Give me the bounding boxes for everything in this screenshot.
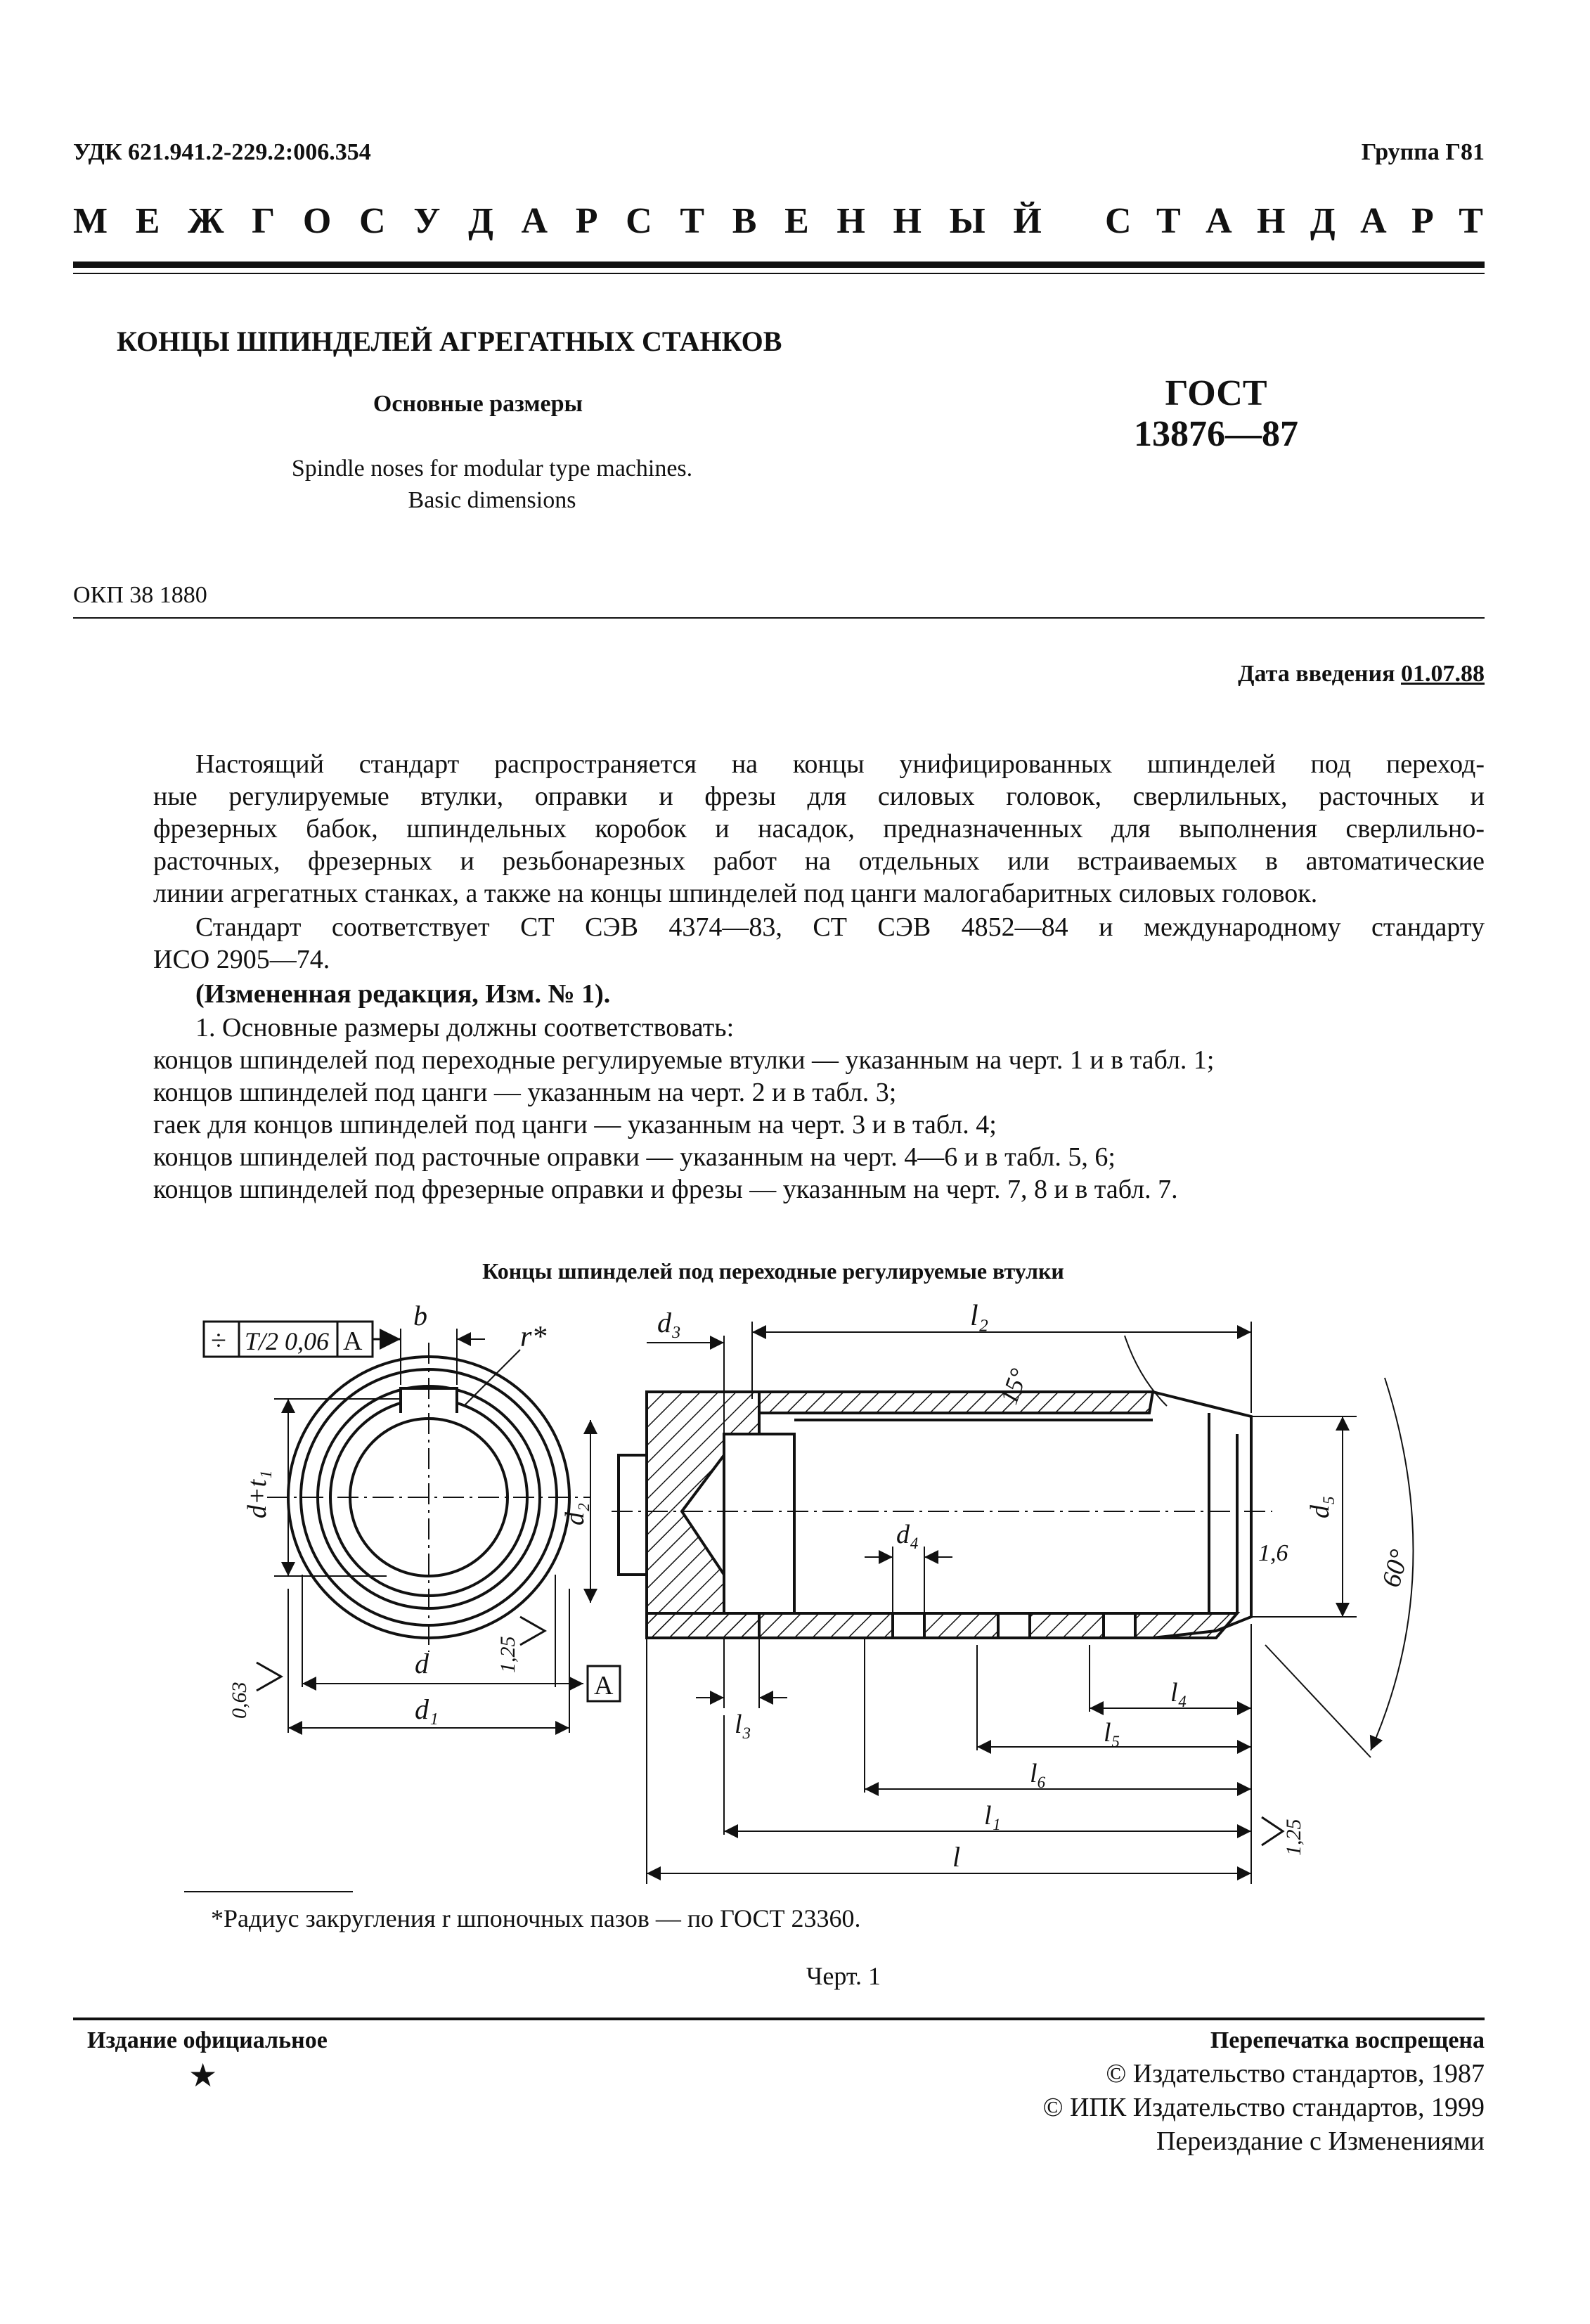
introduction-date xyxy=(1238,661,1485,687)
list-item: концов шпинделей под расточные оправки — указанным на черт. 4—6 и в табл. 5, 6; xyxy=(153,1142,1116,1172)
end-view xyxy=(267,1343,590,1652)
section-view xyxy=(612,1392,1272,1638)
label-d5: d₅ xyxy=(1305,1495,1335,1518)
p1-line-1: Настоящий стандарт распространяется на концы унифицированных шпинделей под переход- xyxy=(195,749,1485,779)
banner-letter: С xyxy=(1105,201,1133,241)
banner-letter: Н xyxy=(1257,201,1287,241)
dim-l4 xyxy=(1090,1624,1251,1884)
banner-letter: Е xyxy=(135,201,162,241)
list-item: концов шпинделей под переходные регулируемые втулки — указанным на черт. 1 и в табл. 1; xyxy=(153,1045,1215,1075)
amendment-note: (Измененная редакция, Изм. № 1). xyxy=(195,979,611,1009)
banner-letter: Т xyxy=(1459,201,1485,241)
copyright-1999: © ИПК Издательство стандартов, 1999 xyxy=(1042,2093,1485,2122)
label-1-6: 1,6 xyxy=(1258,1540,1288,1566)
banner-letter: У xyxy=(413,201,442,241)
p1-line-3: фрезерных бабок, шпиндельных коробок и насадок, предназначенных для выполнения сверлильно- xyxy=(153,814,1485,844)
tol-value: T/2 0,06 xyxy=(245,1327,330,1355)
tol-symbol: ÷ xyxy=(211,1324,226,1356)
list-item: гаек для концов шпинделей под цанги — указанным на черт. 3 и в табл. 4; xyxy=(153,1110,997,1140)
footnote-rule xyxy=(184,1891,353,1892)
label-d1: d₁ xyxy=(415,1693,439,1725)
date-label: Дата введения xyxy=(1238,661,1395,687)
udk-code: УДК 621.941.2-229.2:006.354 xyxy=(73,139,371,165)
p2-line-2: ИСО 2905—74. xyxy=(153,945,330,974)
group-code: Группа Г81 xyxy=(1361,139,1485,165)
roughness-mark-2 xyxy=(520,1617,545,1645)
label-d-t1: d+t₁ xyxy=(243,1470,272,1518)
reprint-notice: Перепечатка воспрещена xyxy=(1210,2027,1485,2053)
english-title-line-2: Basic dimensions xyxy=(408,487,576,513)
dim-l3 xyxy=(696,1638,787,1708)
banner-letter: Д xyxy=(1310,201,1337,241)
banner-letter: А xyxy=(521,201,550,241)
label-l4: l₄ xyxy=(1170,1678,1187,1708)
p1-line-2: ные регулируемые втулки, оправки и фрезы для силовых головок, сверлильных, расточных и xyxy=(153,782,1485,811)
label-d3: d₃ xyxy=(657,1307,681,1338)
header-rule-thick xyxy=(73,262,1485,268)
footer-rule xyxy=(73,2018,1485,2020)
english-title-line-1: Spindle noses for modular type machines. xyxy=(291,456,693,482)
dim-l xyxy=(647,1638,1251,1884)
label-l1: l₁ xyxy=(984,1801,1001,1831)
label-l5: l₅ xyxy=(1104,1718,1120,1748)
label-d2: d₂ xyxy=(560,1502,590,1525)
gost-number: 13876—87 xyxy=(1134,414,1298,454)
banner-letter: Е xyxy=(784,201,810,241)
banner-letter: Н xyxy=(836,201,867,241)
label-60deg: 60° xyxy=(1376,1547,1415,1591)
banner-letter: А xyxy=(1206,201,1234,241)
roughness-mark-1 xyxy=(257,1663,281,1691)
spindle-nose-drawing xyxy=(190,1293,1415,1884)
edition-label: Издание официальное xyxy=(87,2027,328,2053)
document-subtitle: Основные размеры xyxy=(373,391,583,417)
label-l2: l₂ xyxy=(970,1300,989,1332)
banner-right xyxy=(1105,200,1485,242)
banner-letter: Ж xyxy=(188,201,226,241)
standard-banner xyxy=(73,200,1485,242)
label-d: d xyxy=(415,1648,429,1679)
dim-d5 xyxy=(1251,1416,1357,1617)
label-r: r* xyxy=(520,1321,547,1353)
banner-letter: Ы xyxy=(949,201,987,241)
dim-l6 xyxy=(865,1638,1251,1793)
figure-number: Черт. 1 xyxy=(806,1962,881,1990)
banner-left xyxy=(73,200,1043,242)
angle-60-line xyxy=(1265,1645,1371,1757)
dim-d xyxy=(302,1575,583,1687)
footnote: *Радиус закругления r шпоночных пазов — по ГОСТ 23360. xyxy=(211,1904,861,1932)
banner-letter: Т xyxy=(1156,201,1182,241)
label-l3: l₃ xyxy=(735,1710,751,1739)
header-rule-thin xyxy=(73,273,1485,274)
star-icon: ★ xyxy=(188,2058,218,2093)
banner-letter: С xyxy=(359,201,387,241)
roughness-125b: 1,25 xyxy=(1282,1819,1305,1856)
label-d4: d₄ xyxy=(896,1520,919,1549)
document-title: КОНЦЫ ШПИНДЕЛЕЙ АГРЕГАТНЫХ СТАНКОВ xyxy=(117,325,782,357)
list-item: концов шпинделей под фрезерные оправки и фрезы — указанным на черт. 7, 8 и в табл. 7. xyxy=(153,1175,1178,1204)
banner-letter: Т xyxy=(680,201,706,241)
roughness-mark-3 xyxy=(1262,1817,1283,1845)
banner-letter: В xyxy=(732,201,758,241)
dim-d-t1 xyxy=(274,1399,401,1576)
datum-label: A xyxy=(594,1671,614,1700)
item-1: 1. Основные размеры должны соответствовать: xyxy=(195,1013,735,1042)
reissue-note: Переиздание с Изменениями xyxy=(1156,2126,1485,2156)
p1-line-5: линии агрегатных станках, а также на концы шпинделей под цанги малогабаритных силовых головок. xyxy=(153,879,1318,908)
p2-line-1: Стандарт соответствует СТ СЭВ 4374—83, СТ СЭВ 4852—84 и международному стандарту xyxy=(195,912,1485,942)
label-l6: l₆ xyxy=(1030,1759,1047,1788)
banner-letter: Р xyxy=(1411,201,1435,241)
figure-caption: Концы шпинделей под переходные регулируемые втулки xyxy=(482,1258,1064,1284)
banner-letter: Н xyxy=(893,201,923,241)
p1-line-4: расточных, фрезерных и резьбонарезных работ на отдельных или встраиваемых в автоматические xyxy=(153,846,1485,876)
list-item: концов шпинделей под цанги — указанным на черт. 2 и в табл. 3; xyxy=(153,1078,897,1107)
banner-letter: Р xyxy=(575,201,600,241)
banner-letter: С xyxy=(626,201,654,241)
roughness-125a: 1,25 xyxy=(496,1636,519,1673)
copyright-1987: © Издательство стандартов, 1987 xyxy=(1106,2059,1485,2089)
tol-datum: A xyxy=(343,1326,363,1356)
banner-letter: О xyxy=(302,201,333,241)
label-l: l xyxy=(952,1841,961,1873)
banner-letter: А xyxy=(1360,201,1388,241)
banner-letter: Д xyxy=(468,201,495,241)
label-15deg: 15° xyxy=(994,1364,1033,1408)
okp-code: ОКП 38 1880 xyxy=(73,582,207,608)
label-b: b xyxy=(413,1300,427,1331)
gost-label: ГОСТ xyxy=(1165,373,1267,413)
banner-letter: Й xyxy=(1013,201,1043,241)
banner-letter: М xyxy=(73,201,110,241)
date-value: 01.07.88 xyxy=(1401,661,1485,687)
roughness-063: 0,63 xyxy=(228,1681,251,1719)
okp-rule xyxy=(73,617,1485,619)
banner-letter: Г xyxy=(252,201,277,241)
